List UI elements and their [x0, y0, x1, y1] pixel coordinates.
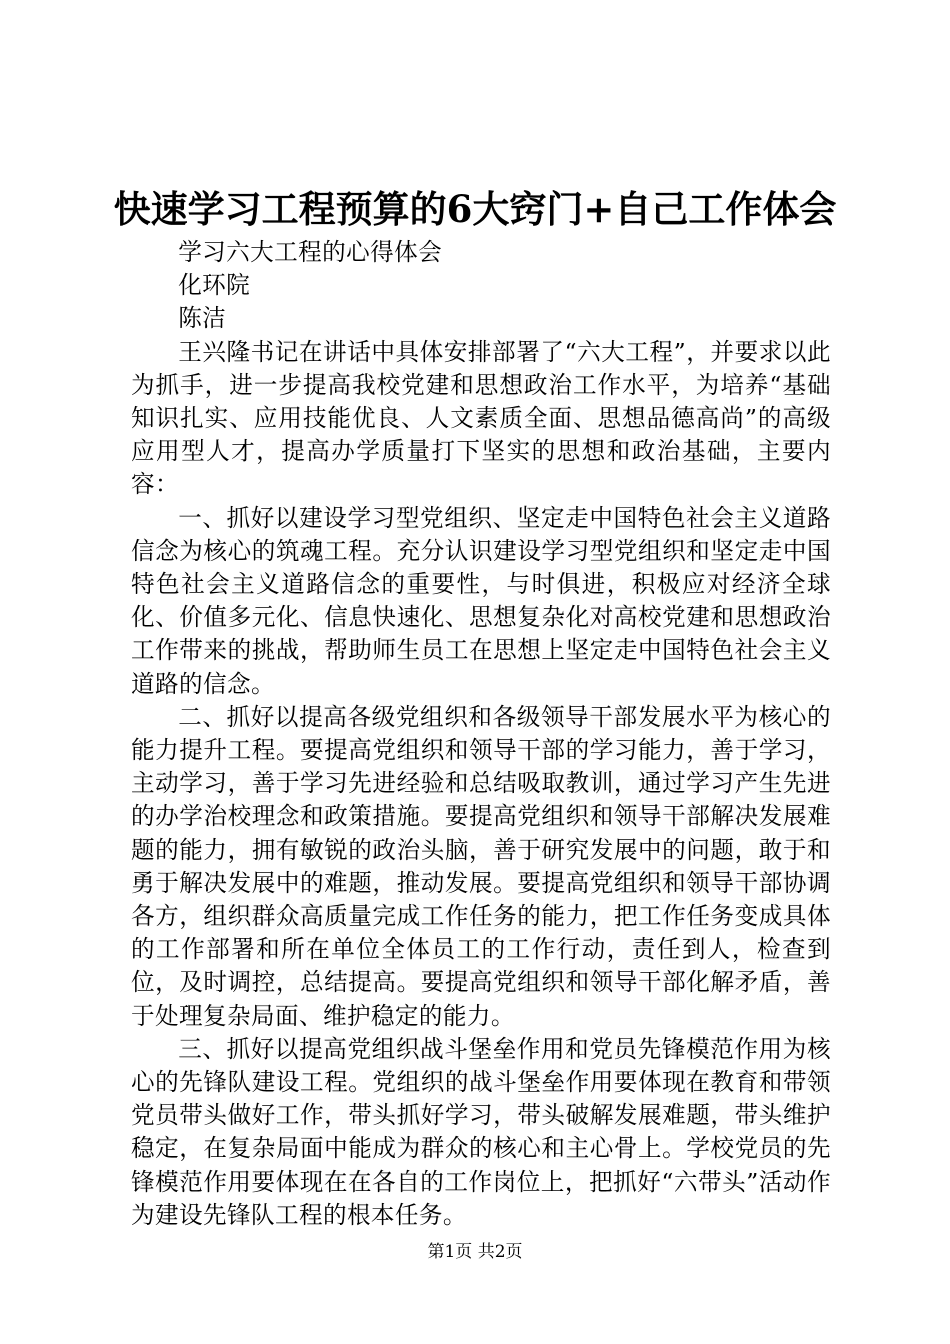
paragraph-section-3: 三、抓好以提高党组织战斗堡垒作用和党员先锋模范作用为核心的先锋队建设工程。党组织的战斗堡垒作用要体现在教育和带领党员带头做好工作，带头抓好学习，带头破解发展难题，带头维护稳定，在复杂局面中能成为群众的核心和主心骨上。学校党员的先锋模范作用要体现在在各自的工作岗位上，把抓好“六带头”活动作为建设先锋队工程的根本任务。 — [131, 1034, 831, 1229]
department-line: 化环院 — [178, 271, 251, 300]
author-line: 陈洁 — [178, 304, 227, 333]
document-title: 快速学习工程预算的6大窍门+自己工作体会 — [113, 187, 837, 231]
paragraph-section-2: 二、抓好以提高各级党组织和各级领导干部发展水平为核心的能力提升工程。要提高党组织和领导干部的学习能力，善于学习，主动学习，善于学习先进经验和总结吸取教训，通过学习产生先进的办学治校理念和政策措施。要提高党组织和领导干部解决发展难题的能力，拥有敏锐的政治头脑，善于研究发展中的问题，敢于和勇于解决发展中的难题，推动发展。要提高党组织和领导干部协调各方，组织群众高质量完成工作任务的能力，把工作任务变成具体的工作部署和所在单位全体员工的工作行动，责任到人，检查到位，及时调控，总结提高。要提高党组织和领导干部化解矛盾，善于处理复杂局面、维护稳定的能力。 — [131, 702, 831, 1030]
document-body — [131, 236, 831, 1232]
paragraph-intro: 王兴隆书记在讲话中具体安排部署了“六大工程”，并要求以此为抓手，进一步提高我校党建和思想政治工作水平，为培养“基础知识扎实、应用技能优良、人文素质全面、思想品德高尚”的高级应用型人才，提高办学质量打下坚实的思想和政治基础，主要内容： — [131, 337, 831, 499]
subtitle-line: 学习六大工程的心得体会 — [178, 238, 443, 266]
paragraph-section-1: 一、抓好以建设学习型党组织、坚定走中国特色社会主义道路信念为核心的筑魂工程。充分认识建设学习型党组织和坚定走中国特色社会主义道路信念的重要性，与时俱进，积极应对经济全球化、价值多元化、信息快速化、思想复杂化对高校党建和思想政治工作带来的挑战，帮助师生员工在思想上坚定走中国特色社会主义道路的信念。 — [131, 503, 831, 698]
page-number-footer: 第1页 共2页 — [427, 1242, 523, 1262]
